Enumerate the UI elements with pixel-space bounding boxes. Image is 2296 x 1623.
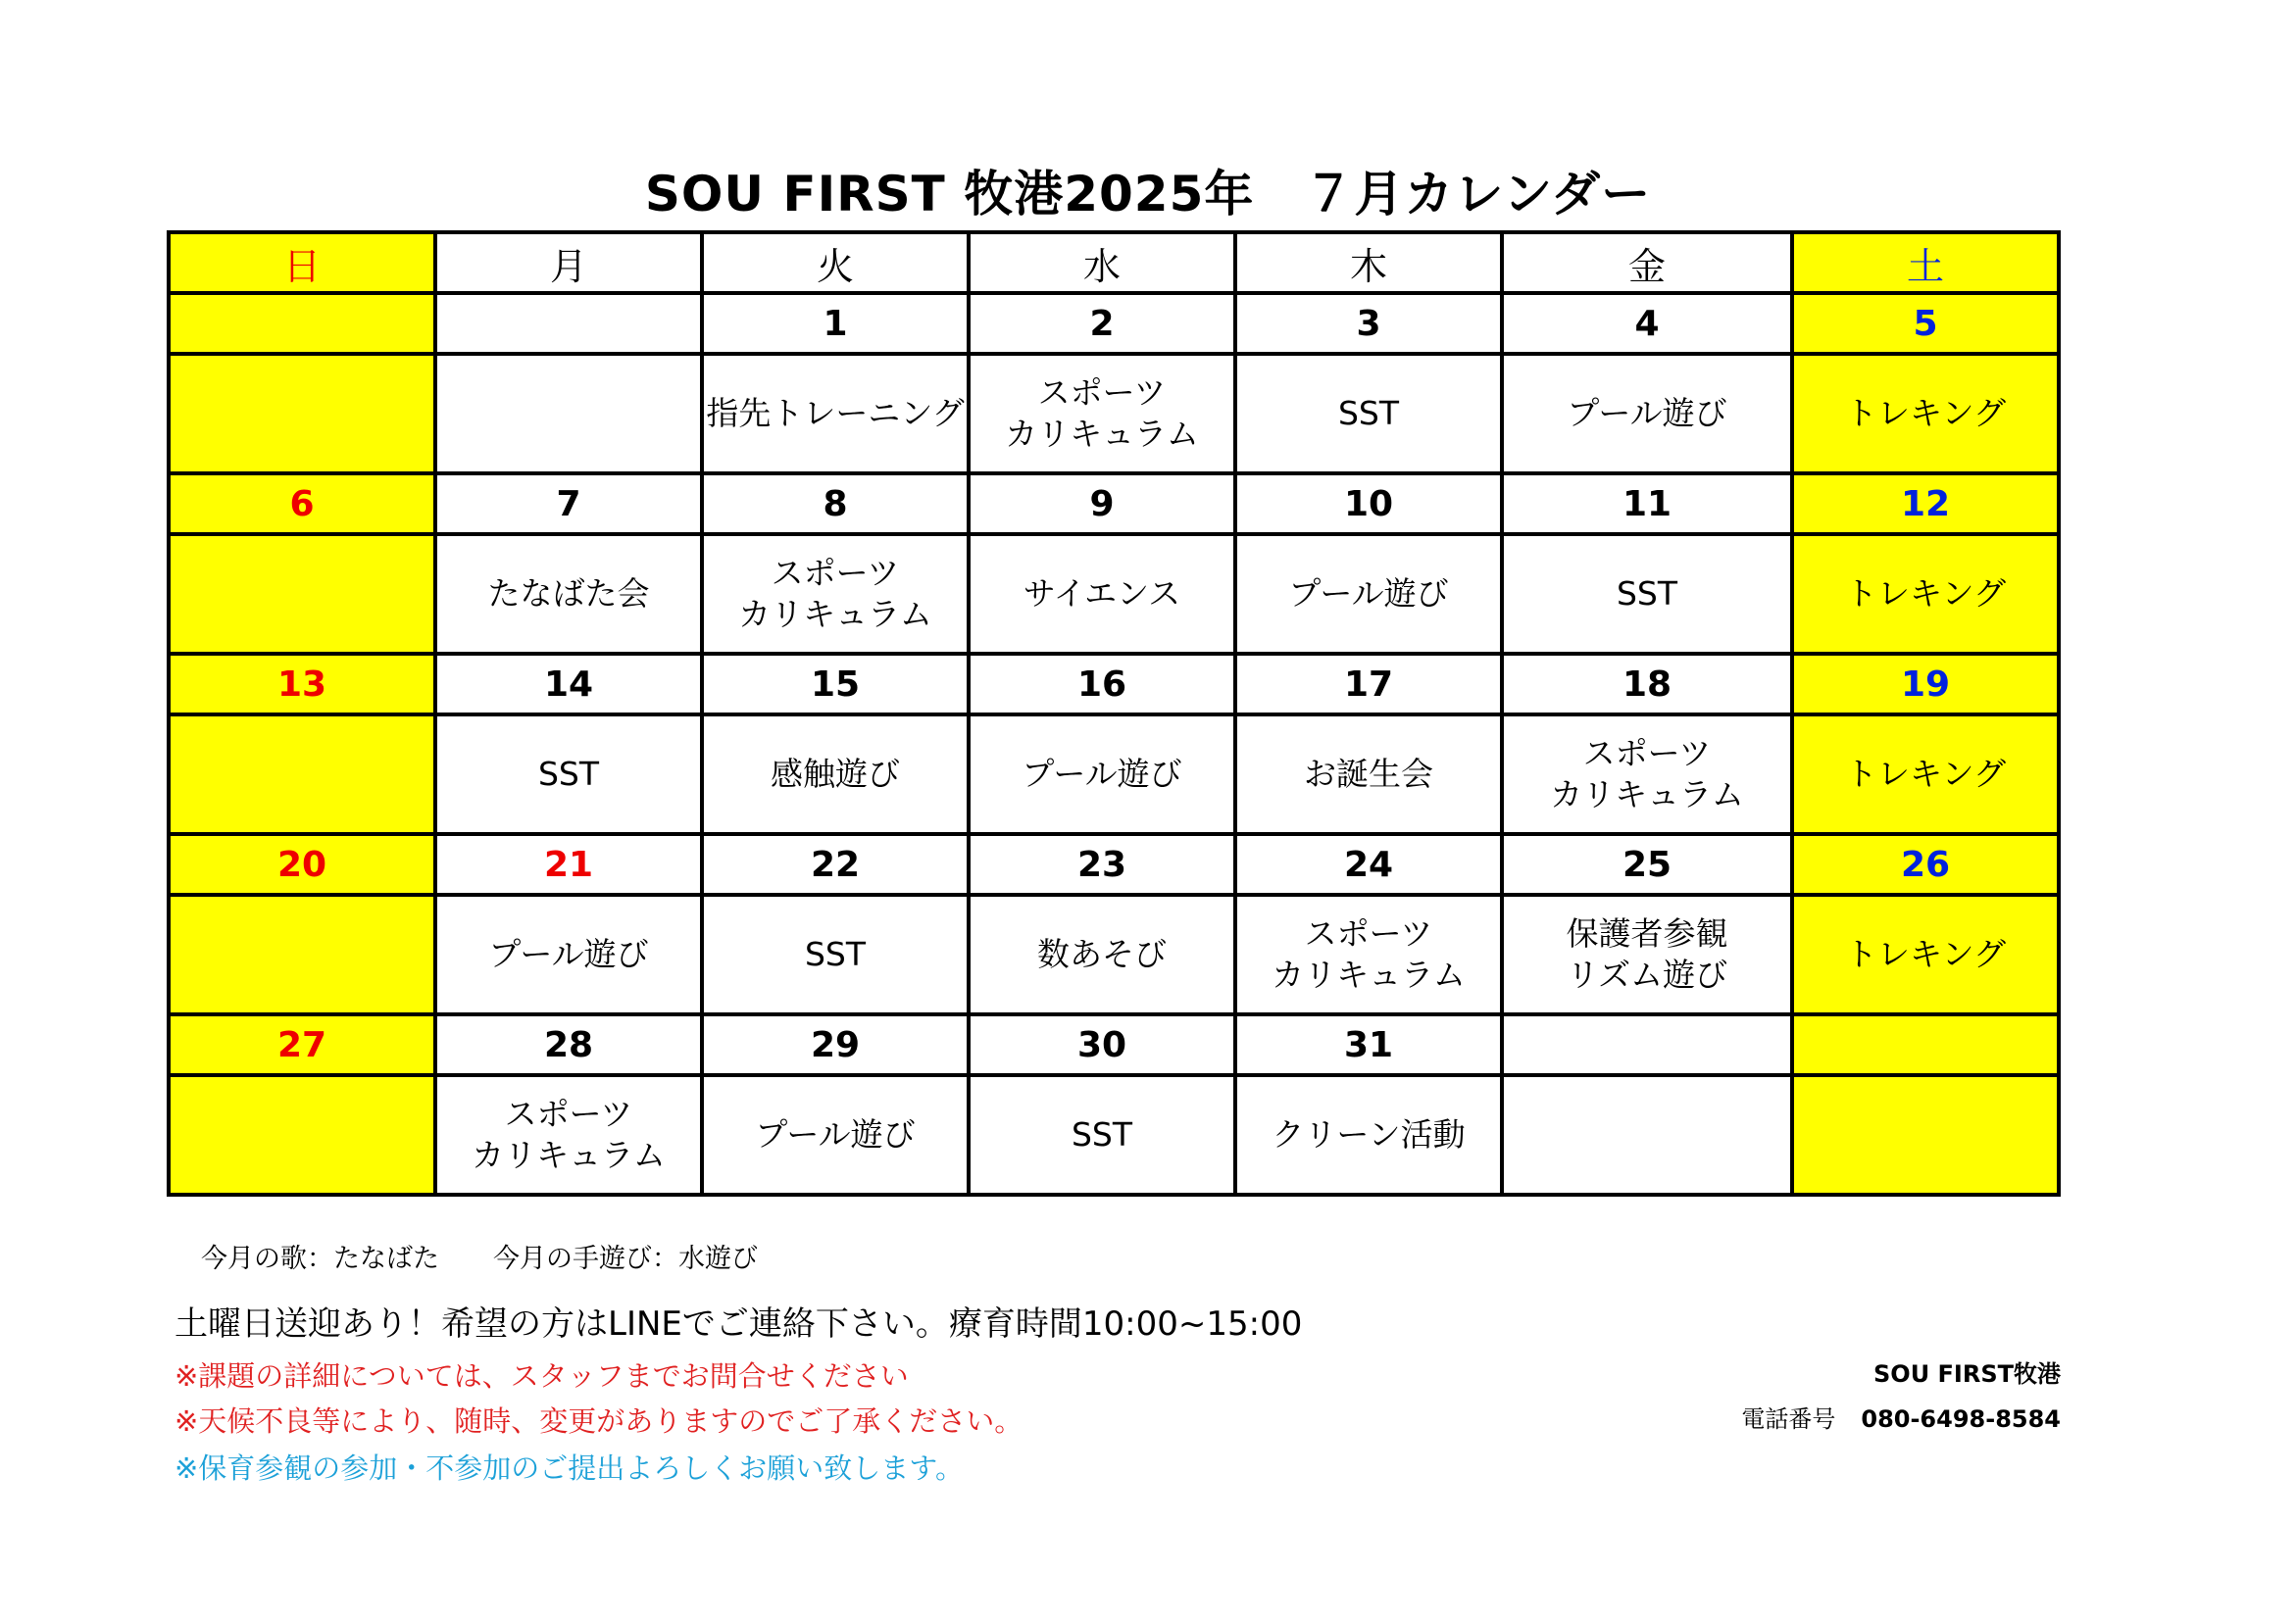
activity-cell-mon: スポーツ カリキュラム [435, 1075, 702, 1195]
phone-line [1741, 1400, 2061, 1434]
activity-cell-sun [169, 895, 435, 1014]
activity-cell-thu: クリーン活動 [1235, 1075, 1502, 1195]
calendar-table [167, 230, 2061, 1197]
date-cell-sat: 5 [1792, 293, 2059, 354]
activity-cell-sun [169, 534, 435, 654]
weekday-sat: 土 [1792, 232, 2059, 293]
activity-cell-thu: お誕生会 [1235, 714, 1502, 834]
date-cell-sun: 13 [169, 654, 435, 714]
saturday-pickup-notice: 土曜日送迎あり！希望の方はLINEでご連絡下さい。療育時間10:00~15:00 [175, 1304, 1303, 1344]
date-cell-mon: 14 [435, 654, 702, 714]
page-title: SOU FIRST 牧港2025年 ７月カレンダー [644, 166, 1652, 222]
weekday-header-row [169, 232, 2059, 293]
weekday-wed: 水 [969, 232, 1235, 293]
activity-cell-sat: トレキング [1792, 534, 2059, 654]
note-weather: ※天候不良等により、随時、変更がありますのでご了承ください。 [175, 1404, 1023, 1438]
date-cell-sat: 12 [1792, 473, 2059, 534]
date-cell-sat: 26 [1792, 834, 2059, 895]
date-cell-mon: 21 [435, 834, 702, 895]
activity-cell-wed: スポーツ カリキュラム [969, 354, 1235, 473]
activity-cell-sat: トレキング [1792, 895, 2059, 1014]
date-cell-sun: 6 [169, 473, 435, 534]
weekday-thu: 木 [1235, 232, 1502, 293]
date-cell-tue: 8 [702, 473, 969, 534]
activity-cell-fri: 保護者参観 リズム遊び [1502, 895, 1792, 1014]
weekday-fri: 金 [1502, 232, 1792, 293]
activity-cell-fri [1502, 1075, 1792, 1195]
date-cell-fri: 25 [1502, 834, 1792, 895]
activity-cell-mon [435, 354, 702, 473]
date-cell-fri: 4 [1502, 293, 1792, 354]
activity-cell-mon: SST [435, 714, 702, 834]
activity-cell-tue: スポーツ カリキュラム [702, 534, 969, 654]
date-cell-thu: 17 [1235, 654, 1502, 714]
date-cell-thu: 31 [1235, 1014, 1502, 1075]
activity-cell-wed: 数あそび [969, 895, 1235, 1014]
note-observation: ※保育参観の参加・不参加のご提出よろしくお願い致します。 [175, 1451, 964, 1485]
activity-cell-wed: SST [969, 1075, 1235, 1195]
activity-cell-fri: SST [1502, 534, 1792, 654]
date-cell-sat [1792, 1014, 2059, 1075]
activity-cell-mon: たなばた会 [435, 534, 702, 654]
date-row [169, 1014, 2059, 1075]
date-cell-thu: 3 [1235, 293, 1502, 354]
activity-cell-fri: プール遊び [1502, 354, 1792, 473]
activity-cell-thu: プール遊び [1235, 534, 1502, 654]
date-row [169, 654, 2059, 714]
monthly-song-line [201, 1237, 758, 1275]
date-cell-mon [435, 293, 702, 354]
activity-row [169, 714, 2059, 834]
activity-cell-wed: プール遊び [969, 714, 1235, 834]
activity-cell-sat: トレキング [1792, 714, 2059, 834]
monthly-song: 今月の歌：たなばた [201, 1244, 439, 1274]
activity-cell-sun [169, 354, 435, 473]
activity-cell-wed: サイエンス [969, 534, 1235, 654]
date-row [169, 473, 2059, 534]
weekday-sun: 日 [169, 232, 435, 293]
activity-row [169, 354, 2059, 473]
weekday-mon: 月 [435, 232, 702, 293]
activity-row [169, 534, 2059, 654]
activity-cell-sat: トレキング [1792, 354, 2059, 473]
activity-cell-sat [1792, 1075, 2059, 1195]
date-cell-wed: 2 [969, 293, 1235, 354]
date-cell-tue: 15 [702, 654, 969, 714]
date-cell-sat: 19 [1792, 654, 2059, 714]
calendar-body [169, 232, 2059, 1195]
activity-cell-tue: 感触遊び [702, 714, 969, 834]
activity-cell-tue: 指先トレーニング [702, 354, 969, 473]
activity-cell-sun [169, 714, 435, 834]
date-cell-thu: 10 [1235, 473, 1502, 534]
note-inquiry: ※課題の詳細については、スタッフまでお問合せください [175, 1359, 909, 1393]
monthly-handplay: 今月の手遊び：水遊び [493, 1244, 758, 1274]
date-cell-wed: 16 [969, 654, 1235, 714]
date-cell-wed: 23 [969, 834, 1235, 895]
date-cell-tue: 29 [702, 1014, 969, 1075]
date-cell-mon: 7 [435, 473, 702, 534]
date-row [169, 293, 2059, 354]
activity-cell-mon: プール遊び [435, 895, 702, 1014]
activity-row [169, 1075, 2059, 1195]
date-cell-wed: 30 [969, 1014, 1235, 1075]
date-row [169, 834, 2059, 895]
activity-cell-sun [169, 1075, 435, 1195]
phone-label: 電話番号 [1741, 1405, 1836, 1433]
phone-number: 080-6498-8584 [1861, 1405, 2061, 1433]
activity-cell-tue: プール遊び [702, 1075, 969, 1195]
organization-name: SOU FIRST牧港 [1873, 1360, 2061, 1388]
date-cell-fri [1502, 1014, 1792, 1075]
activity-cell-thu: スポーツ カリキュラム [1235, 895, 1502, 1014]
date-cell-fri: 18 [1502, 654, 1792, 714]
date-cell-sun [169, 293, 435, 354]
activity-cell-fri: スポーツ カリキュラム [1502, 714, 1792, 834]
date-cell-tue: 1 [702, 293, 969, 354]
date-cell-fri: 11 [1502, 473, 1792, 534]
date-cell-mon: 28 [435, 1014, 702, 1075]
activity-cell-thu: SST [1235, 354, 1502, 473]
weekday-tue: 火 [702, 232, 969, 293]
activity-cell-tue: SST [702, 895, 969, 1014]
date-cell-sun: 20 [169, 834, 435, 895]
date-cell-thu: 24 [1235, 834, 1502, 895]
activity-row [169, 895, 2059, 1014]
date-cell-wed: 9 [969, 473, 1235, 534]
date-cell-sun: 27 [169, 1014, 435, 1075]
date-cell-tue: 22 [702, 834, 969, 895]
